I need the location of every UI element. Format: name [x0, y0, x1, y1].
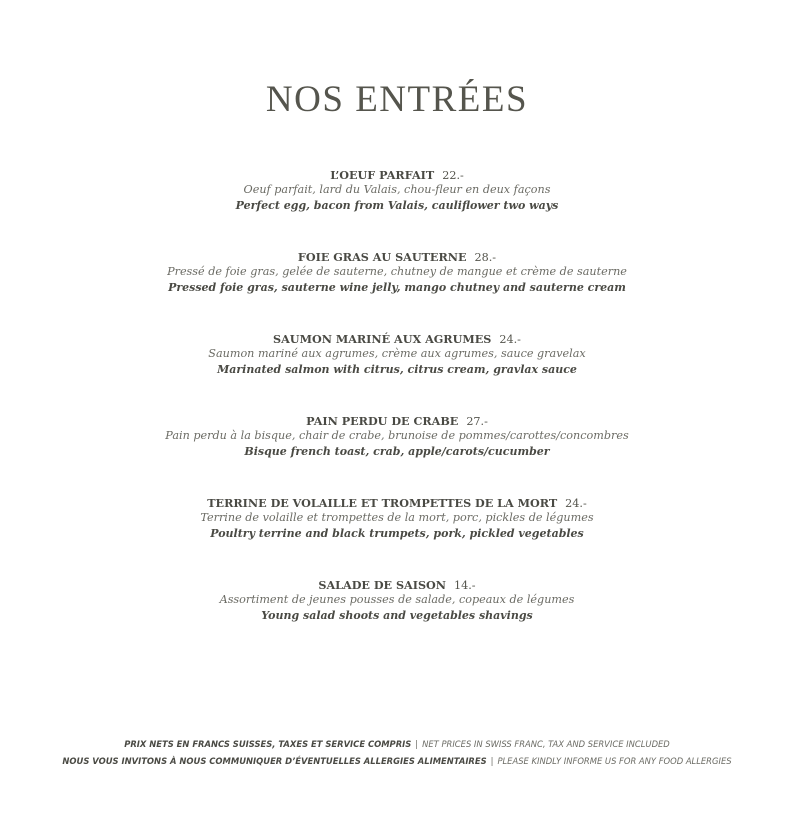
footer-separator: | [490, 756, 494, 766]
footer-allergies-fr: NOUS VOUS INVITONS À NOUS COMMUNIQUER D’ÉVENTUELLES ALLERGIES ALIMENTAIRES [62, 756, 487, 766]
dish-description-fr: Saumon mariné aux agrumes, crème aux agrumes, sauce gravelax [208, 347, 586, 360]
dish-name: SAUMON MARINÉ AUX AGRUMES [273, 332, 492, 346]
dish-description-en: Young salad shoots and vegetables shavings [261, 609, 533, 622]
dish-price: 27.- [466, 415, 488, 428]
dish-name: SALADE DE SAISON [318, 578, 447, 592]
dish-description-en: Marinated salmon with citrus, citrus cream, gravlax sauce [217, 363, 577, 376]
dish-name: L’OEUF PARFAIT [330, 168, 435, 182]
dish-item [0, 412, 794, 494]
dish-price: 24.- [499, 333, 521, 346]
dish-item [0, 330, 794, 412]
dish-description-en: Poultry terrine and black trumpets, pork, pickled vegetables [210, 527, 584, 540]
dish-name: PAIN PERDU DE CRABE [306, 414, 459, 428]
dish-description-fr: Oeuf parfait, lard du Valais, chou-fleur en deux façons [243, 183, 551, 196]
dish-item [0, 248, 794, 330]
dish-item [0, 494, 794, 576]
dish-name: FOIE GRAS AU SAUTERNE [297, 250, 467, 264]
dish-price: 22.- [442, 169, 464, 182]
footer-notes [0, 736, 794, 770]
dish-item [0, 166, 794, 248]
footer-prices-note [0, 736, 794, 753]
dish-list [0, 166, 794, 658]
dish-description-fr: Terrine de volaille et trompettes de la mort, porc, pickles de légumes [200, 511, 594, 524]
dish-description-fr: Pain perdu à la bisque, chair de crabe, brunoise de pommes/carottes/concombres [165, 429, 629, 442]
footer-allergies-note [0, 753, 794, 770]
dish-item [0, 576, 794, 658]
page-title: NOS ENTRÉES [265, 79, 529, 120]
footer-prices-en: NET PRICES IN SWISS FRANC, TAX AND SERVICE INCLUDED [422, 739, 670, 749]
dish-description-fr: Pressé de foie gras, gelée de sauterne, chutney de mangue et crème de sauterne [167, 265, 627, 278]
dish-price: 28.- [474, 251, 497, 264]
dish-name: TERRINE DE VOLAILLE ET TROMPETTES DE LA MORT [207, 496, 558, 510]
dish-price: 14.- [454, 579, 476, 592]
footer-allergies-en: PLEASE KINDLY INFORME US FOR ANY FOOD ALLERGIES [497, 756, 732, 766]
footer-prices-fr: PRIX NETS EN FRANCS SUISSES, TAXES ET SERVICE COMPRIS [124, 739, 412, 749]
dish-description-en: Bisque french toast, crab, apple/carots/cucumber [244, 445, 550, 458]
footer-separator: | [415, 739, 419, 749]
dish-price: 24.- [565, 497, 587, 510]
dish-description-en: Perfect egg, bacon from Valais, cauliflower two ways [235, 199, 559, 212]
dish-description-en: Pressed foie gras, sauterne wine jelly, mango chutney and sauterne cream [168, 281, 626, 294]
dish-description-fr: Assortiment de jeunes pousses de salade, copeaux de légumes [219, 593, 575, 606]
